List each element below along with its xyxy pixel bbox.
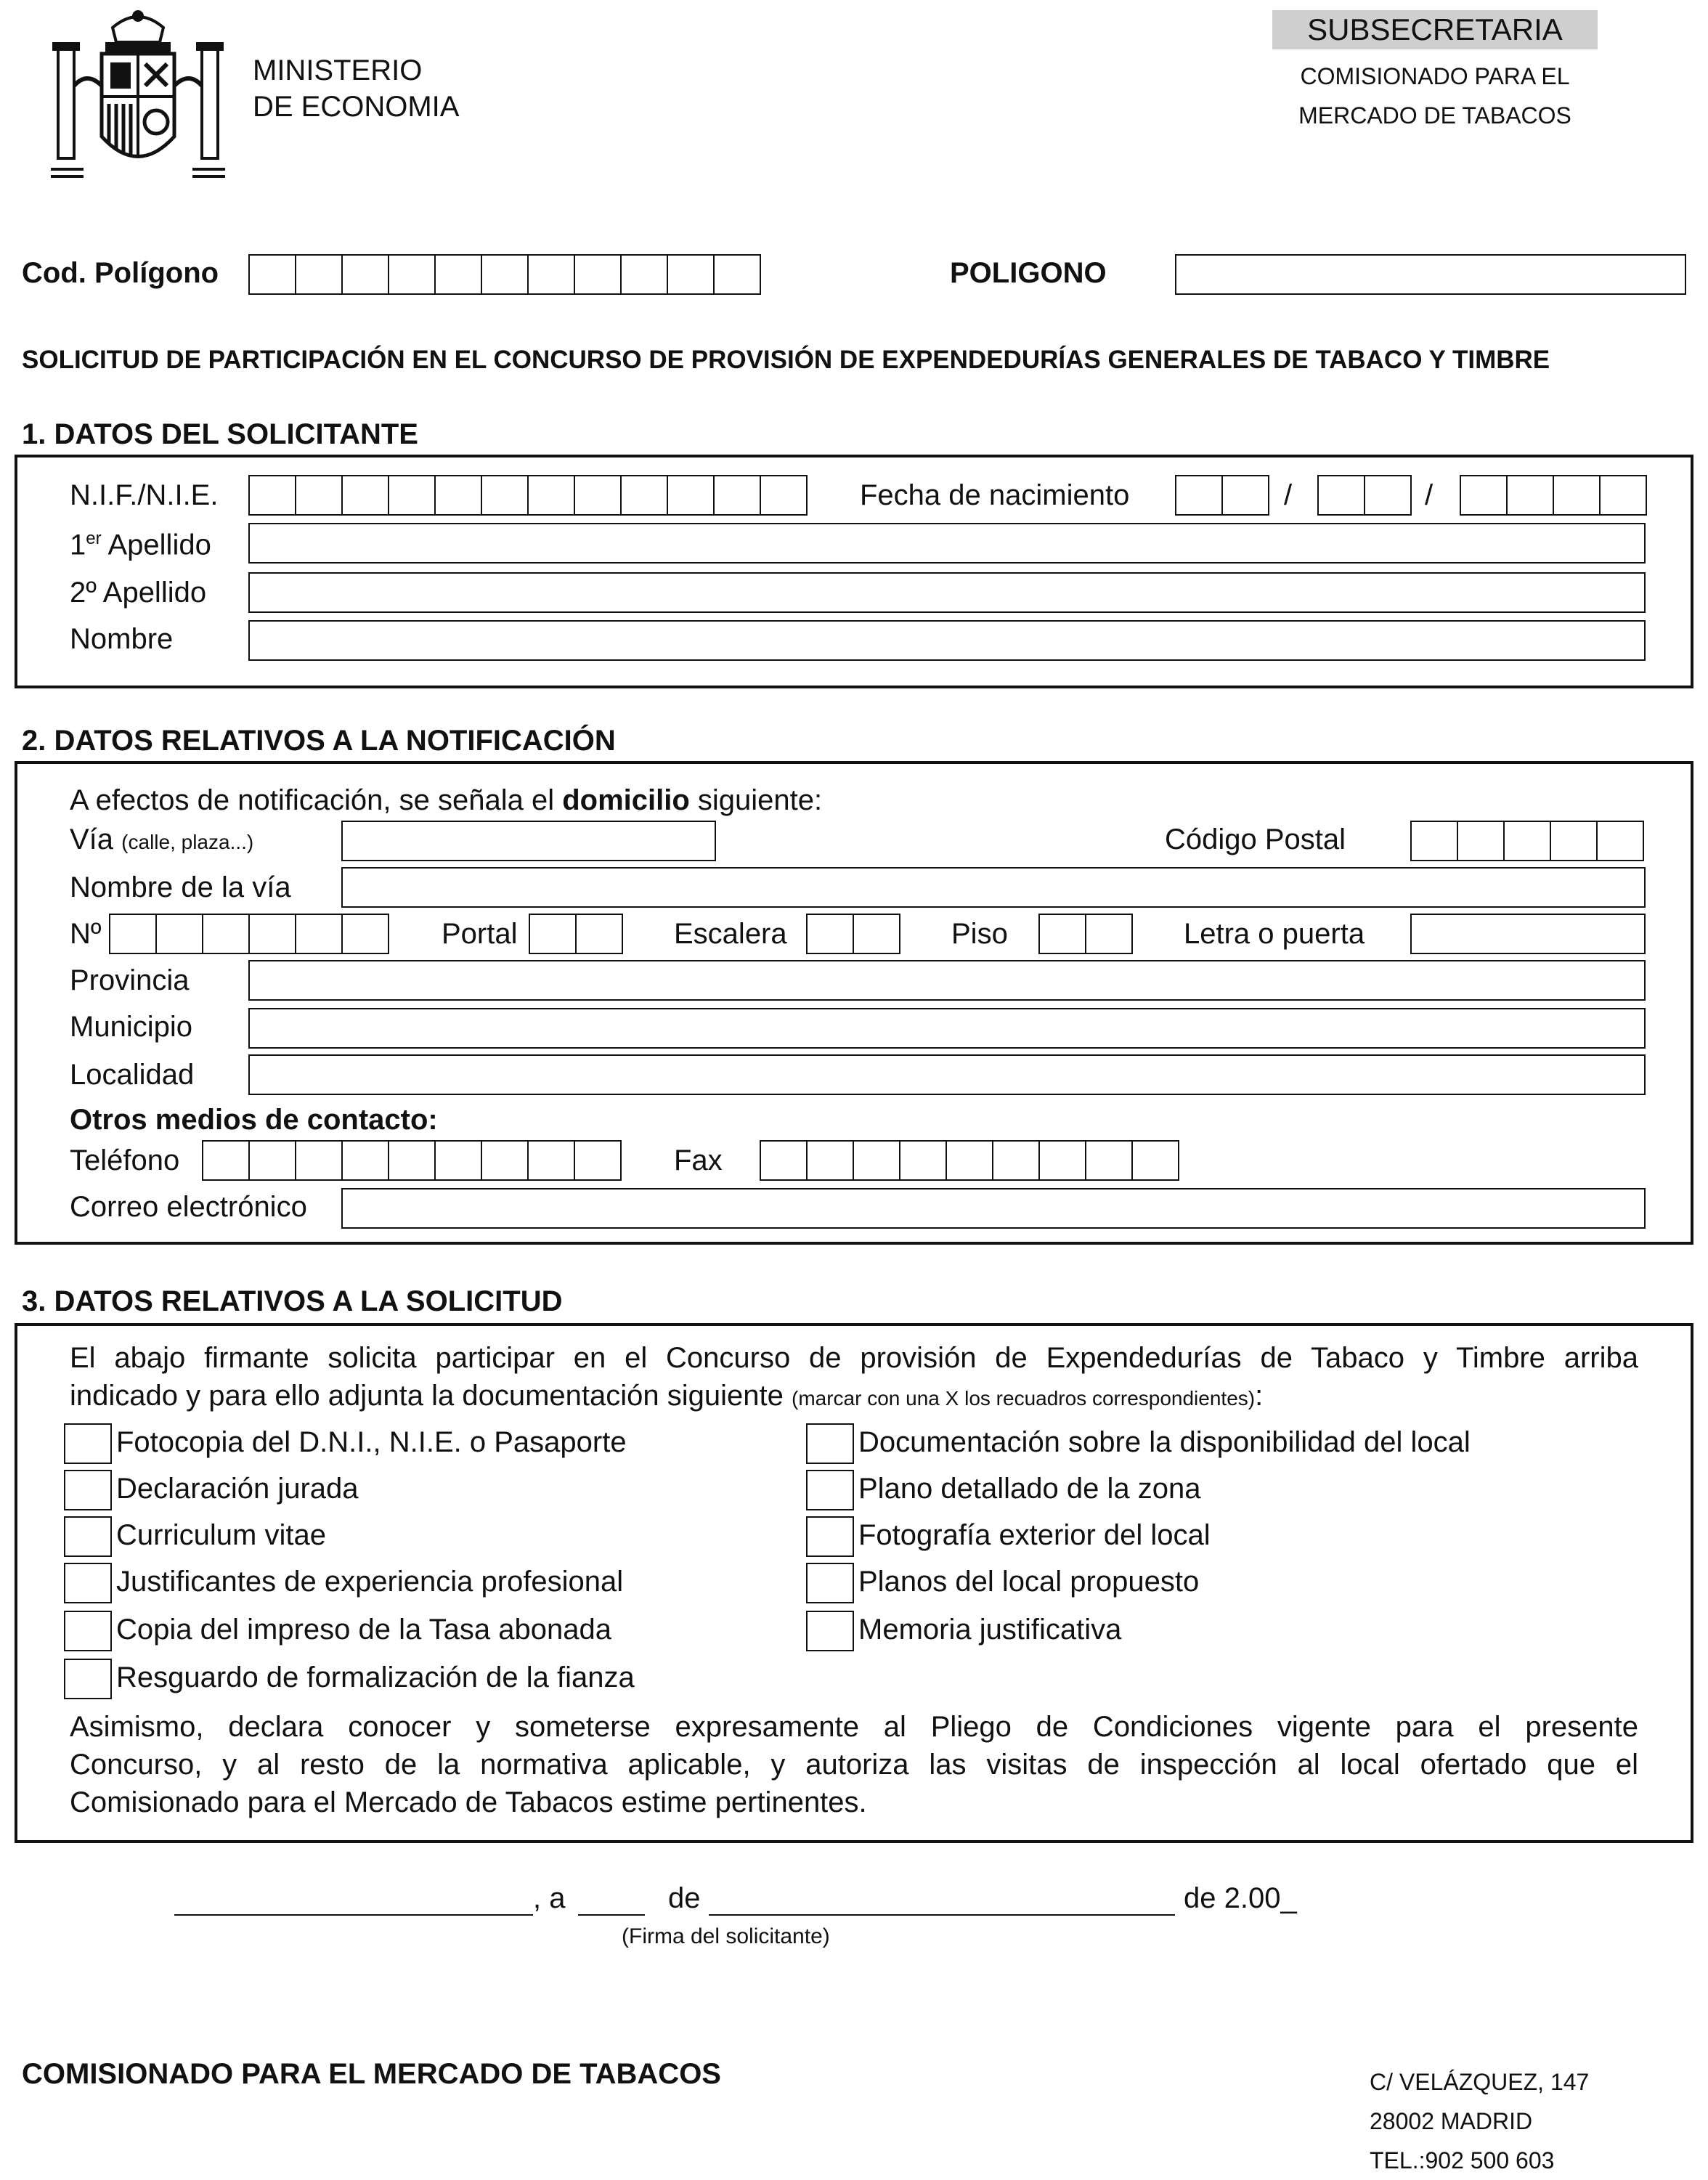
doc-fotografia: Fotografía exterior del local	[858, 1519, 1211, 1551]
apellido2-input[interactable]	[248, 572, 1646, 613]
doc-experiencia: Justificantes de experiencia profesional	[116, 1566, 624, 1598]
apellido2-label: 2º Apellido	[70, 577, 207, 609]
declaration-line3: Comisionado para el Mercado de Tabacos estime pertinentes.	[70, 1786, 867, 1818]
nombre-via-label: Nombre de la vía	[70, 871, 291, 903]
subsecretaria-label: SUBSECRETARIA	[1272, 10, 1598, 49]
chk-experiencia[interactable]	[64, 1563, 112, 1603]
municipio-label: Municipio	[70, 1011, 192, 1043]
nombre-label: Nombre	[70, 623, 174, 655]
chk-curriculum[interactable]	[64, 1516, 112, 1557]
numero-label: Nº	[70, 918, 102, 950]
doc-plano-zona: Plano detallado de la zona	[858, 1473, 1201, 1505]
date-separator-2: /	[1425, 479, 1434, 511]
ministry-name-line1: MINISTERIO	[253, 54, 423, 86]
provincia-input[interactable]	[248, 960, 1646, 1001]
comisionado-line2: MERCADO DE TABACOS	[1298, 102, 1571, 129]
nif-cells[interactable]	[248, 475, 808, 516]
doc-declaracion-jurada: Declaración jurada	[116, 1473, 359, 1505]
section3-heading: 3. DATOS RELATIVOS A LA SOLICITUD	[22, 1285, 563, 1317]
fax-label: Fax	[674, 1144, 723, 1176]
ministry-name-line2: DE ECONOMIA	[253, 91, 460, 123]
chk-planos-local[interactable]	[806, 1563, 854, 1603]
localidad-input[interactable]	[248, 1054, 1646, 1095]
letra-puerta-input[interactable]	[1410, 914, 1646, 954]
declaration-line1: Asimismo, declara conocer y someterse expresamente al Pliego de Condiciones vigente para el presente	[70, 1711, 1638, 1743]
chk-tasa[interactable]	[64, 1611, 112, 1651]
form-title: SOLICITUD DE PARTICIPACIÓN EN EL CONCURSO DE PROVISIÓN DE EXPENDEDURÍAS GENERALES DE TABACO Y TIMBRE	[22, 346, 1550, 374]
doc-fotocopia-dni: Fotocopia del D.N.I., N.I.E. o Pasaporte	[116, 1426, 627, 1458]
codigo-postal-label: Código Postal	[1165, 823, 1346, 855]
cod-poligono-cells[interactable]	[248, 254, 761, 295]
chk-disponibilidad-local[interactable]	[806, 1423, 854, 1464]
fecha-nacimiento-label: Fecha de nacimiento	[860, 479, 1130, 511]
sign-comma-a: , a	[533, 1882, 566, 1914]
provincia-label: Provincia	[70, 964, 190, 996]
footer-org: COMISIONADO PARA EL MERCADO DE TABACOS	[22, 2058, 721, 2090]
dia-line[interactable]	[578, 1914, 645, 1916]
firma-solicitante-label: (Firma del solicitante)	[622, 1924, 830, 1948]
notificacion-intro: A efectos de notificación, se señala el domicilio siguiente:	[70, 784, 823, 816]
piso-cells[interactable]	[1038, 914, 1133, 954]
section3-intro-line1: El abajo firmante solicita participar en el Concurso de provisión de Expendedurías de Tabaco y Timbre arriba	[70, 1342, 1638, 1374]
nif-label: N.I.F./N.I.E.	[70, 479, 219, 511]
poligono-input[interactable]	[1175, 254, 1686, 295]
apellido1-input[interactable]	[248, 523, 1646, 564]
chk-memoria[interactable]	[806, 1611, 854, 1651]
doc-tasa: Copia del impreso de la Tasa abonada	[116, 1614, 611, 1646]
numero-cells[interactable]	[109, 914, 389, 954]
codigo-postal-cells[interactable]	[1410, 821, 1644, 861]
escalera-cells[interactable]	[806, 914, 900, 954]
mes-line[interactable]	[709, 1914, 1175, 1916]
sign-de-1: de	[668, 1882, 701, 1914]
portal-label: Portal	[442, 918, 518, 950]
chk-fotocopia-dni[interactable]	[64, 1423, 112, 1464]
lugar-line[interactable]	[174, 1914, 533, 1916]
apellido1-label: 1er Apellido	[70, 529, 211, 561]
doc-planos-local: Planos del local propuesto	[858, 1566, 1200, 1598]
comisionado-line1: COMISIONADO PARA EL	[1300, 63, 1570, 89]
telefono-cells[interactable]	[202, 1140, 622, 1181]
section2-heading: 2. DATOS RELATIVOS A LA NOTIFICACIÓN	[22, 725, 616, 757]
escalera-label: Escalera	[674, 918, 787, 950]
chk-plano-zona[interactable]	[806, 1470, 854, 1510]
via-input[interactable]	[341, 821, 716, 861]
municipio-input[interactable]	[248, 1008, 1646, 1049]
via-label: Vía (calle, plaza...)	[70, 823, 254, 855]
sign-de-2: de 2.00_	[1184, 1882, 1297, 1914]
telefono-label: Teléfono	[70, 1144, 180, 1176]
correo-label: Correo electrónico	[70, 1191, 307, 1223]
declaration-line2: Concurso, y al resto de la normativa aplicable, y autoriza las visitas de inspección al local ofertado que el	[70, 1749, 1638, 1781]
doc-fianza: Resguardo de formalización de la fianza	[116, 1662, 635, 1693]
chk-fianza[interactable]	[64, 1659, 112, 1699]
chk-declaracion-jurada[interactable]	[64, 1470, 112, 1510]
nombre-via-input[interactable]	[341, 867, 1646, 908]
letra-puerta-label: Letra o puerta	[1184, 918, 1365, 950]
portal-cells[interactable]	[529, 914, 623, 954]
footer-address1: C/ VELÁZQUEZ, 147	[1370, 2069, 1590, 2095]
fecha-mes-cells[interactable]	[1317, 475, 1412, 516]
section1-heading: 1. DATOS DEL SOLICITANTE	[22, 418, 418, 450]
piso-label: Piso	[951, 918, 1008, 950]
doc-memoria: Memoria justificativa	[858, 1614, 1122, 1646]
footer-address2: 28002 MADRID	[1370, 2108, 1533, 2134]
cod-poligono-label: Cod. Polígono	[22, 257, 219, 289]
fecha-dia-cells[interactable]	[1175, 475, 1269, 516]
correo-input[interactable]	[341, 1188, 1646, 1229]
doc-curriculum: Curriculum vitae	[116, 1519, 326, 1551]
date-separator-1: /	[1284, 479, 1293, 511]
section3-intro-line2: indicado y para ello adjunta la documentación siguiente (marcar con una X los recuadros correspondientes):	[70, 1380, 1264, 1412]
chk-fotografia[interactable]	[806, 1516, 854, 1557]
poligono-label: POLIGONO	[950, 257, 1107, 289]
otros-medios-label: Otros medios de contacto:	[70, 1104, 438, 1136]
footer-tel: TEL.:902 500 603	[1370, 2147, 1555, 2173]
nombre-input[interactable]	[248, 620, 1646, 661]
doc-disponibilidad-local: Documentación sobre la disponibilidad del local	[858, 1426, 1471, 1458]
localidad-label: Localidad	[70, 1059, 195, 1091]
fax-cells[interactable]	[760, 1140, 1179, 1181]
fecha-anio-cells[interactable]	[1460, 475, 1647, 516]
coat-of-arms-icon	[44, 6, 232, 187]
